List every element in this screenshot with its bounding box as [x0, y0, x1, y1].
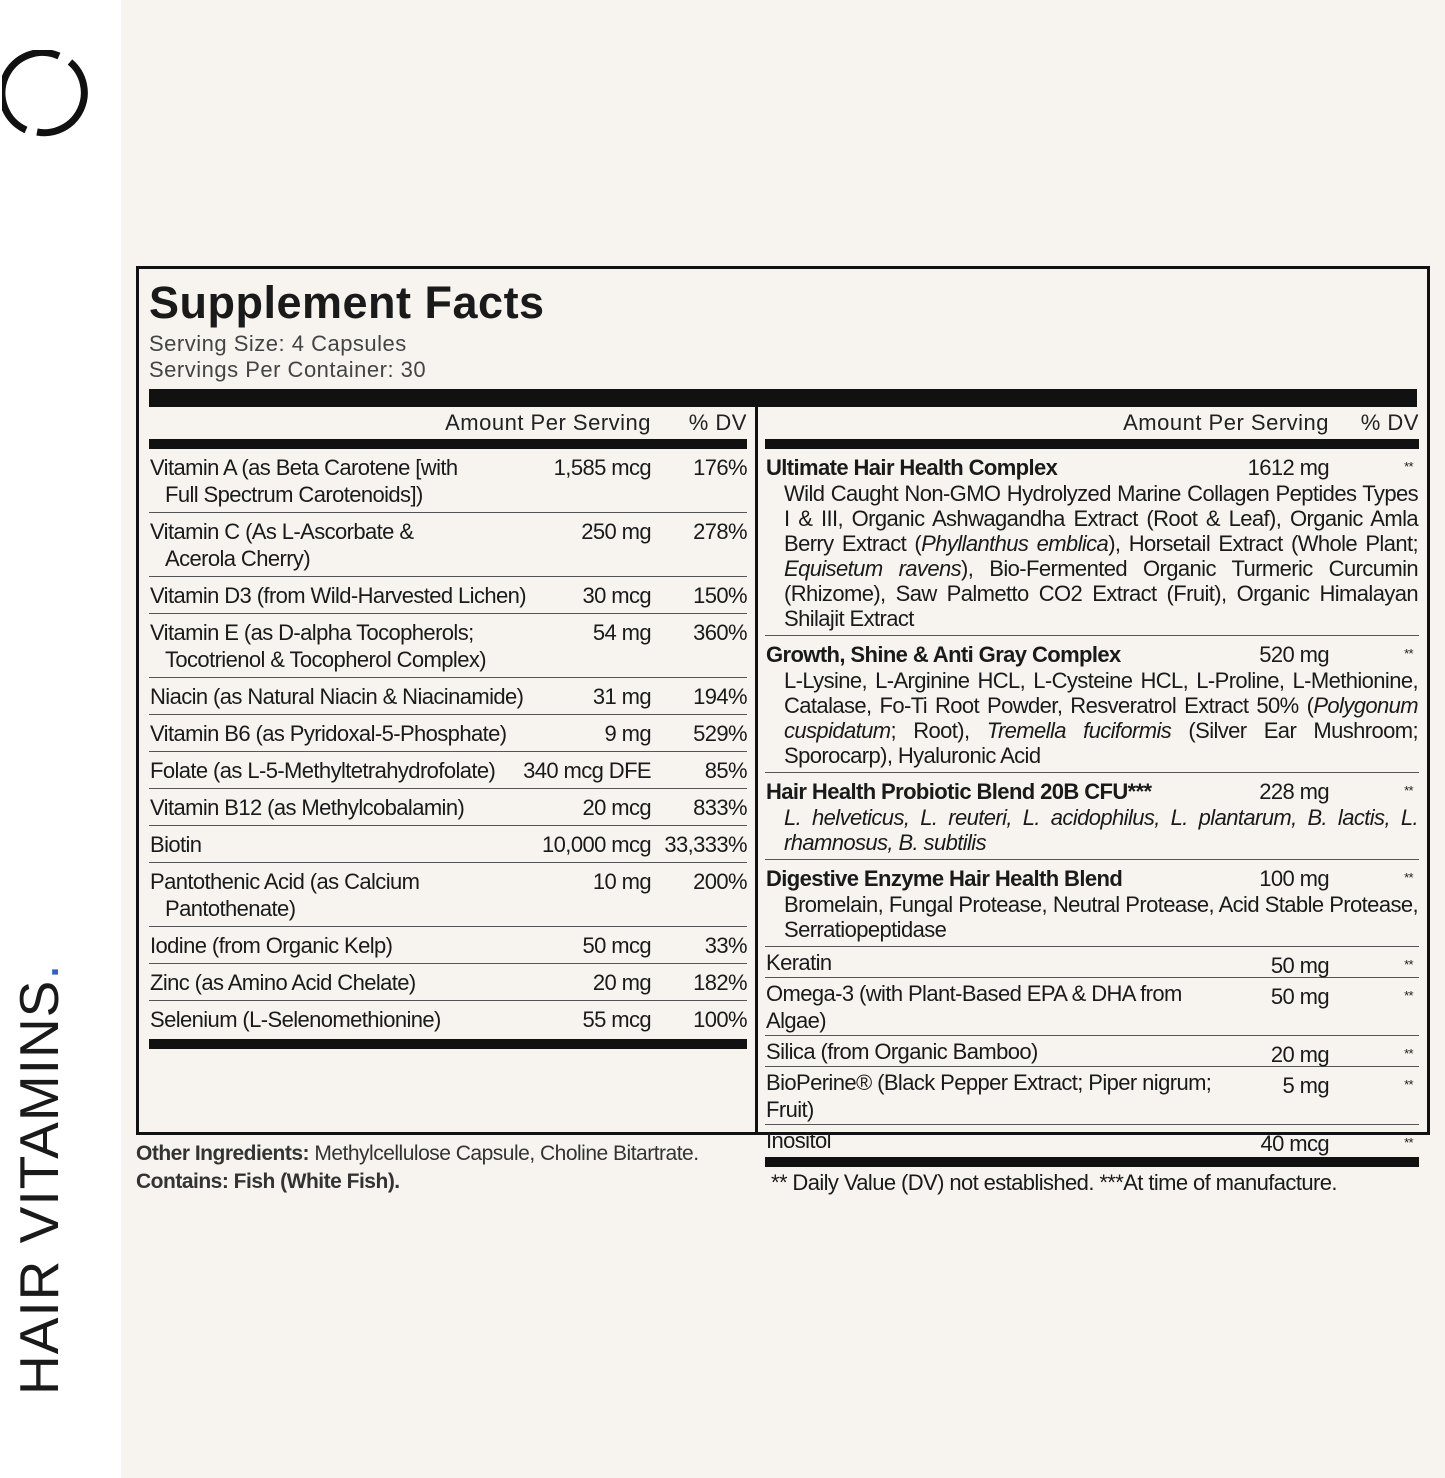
nutrient-name: Vitamin D3 (from Wild-Harvested Lichen) — [150, 583, 526, 608]
description-segment: ), Horsetail Extract (Whole Plant; — [1108, 531, 1419, 556]
nutrient-amount: 1,585 mcg — [553, 455, 651, 480]
ingredient-name: Digestive Enzyme Hair Health Blend — [766, 866, 1123, 891]
ingredient-name: Silica (from Organic Bamboo) — [766, 1039, 1038, 1064]
amount-header: Amount Per Serving — [1123, 410, 1329, 435]
ingredient-description — [766, 805, 1418, 855]
panel-title: Supplement Facts — [149, 277, 545, 328]
dv-header: % DV — [1360, 410, 1419, 435]
nutrient-name: Folate (as L-5-Methyltetrahydrofolate) — [150, 758, 496, 783]
description-segment: Tremella fuciformis — [986, 718, 1172, 743]
nutrient-row — [149, 614, 747, 678]
ingredient-amount: 40 mcg — [1260, 1131, 1329, 1156]
nutrient-row — [149, 1001, 747, 1037]
nutrient-dv: 529% — [693, 721, 747, 746]
nutrient-amount: 340 mcg DFE — [523, 758, 651, 783]
ingredient-name: Growth, Shine & Anti Gray Complex — [766, 642, 1121, 667]
nutrient-name-cont: Tocotrienol & Tocopherol Complex) — [165, 647, 486, 672]
description-segment: ; Root), — [890, 718, 987, 743]
serving-size: Serving Size: 4 Capsules — [149, 331, 407, 356]
ingredient-dv: ** — [1404, 870, 1413, 885]
other-ingredients — [136, 1140, 699, 1196]
nutrient-dv: 33,333% — [664, 832, 747, 857]
nutrient-name: Pantothenic Acid (as Calcium — [150, 869, 420, 894]
ingredient-dv: ** — [1404, 783, 1413, 798]
nutrient-amount: 50 mcg — [582, 933, 651, 958]
nutrient-row — [149, 752, 747, 789]
description-segment: (Silver Ear Mushroom; Sporocarp), Hyaluronic Acid — [784, 718, 1418, 768]
nutrient-dv: 360% — [693, 620, 747, 645]
ingredient-amount: 520 mg — [1259, 642, 1329, 667]
nutrient-amount: 20 mg — [592, 970, 651, 995]
nutrient-dv: 200% — [693, 869, 747, 894]
ingredient-row — [765, 449, 1419, 636]
ingredient-dv: ** — [1404, 459, 1413, 474]
ingredient-description — [766, 892, 1418, 942]
nutrient-name: Niacin (as Natural Niacin & Niacinamide) — [150, 684, 524, 709]
nutrient-row — [149, 826, 747, 863]
brand-dot: . — [8, 963, 70, 980]
ingredient-row — [765, 947, 1419, 978]
ingredient-row — [765, 773, 1419, 860]
nutrient-dv: 100% — [693, 1007, 747, 1032]
nutrient-row — [149, 577, 747, 614]
thick-divider — [149, 439, 747, 449]
description-segment: Polygonum cuspidatum — [784, 693, 1418, 743]
ingredient-amount: 1612 mg — [1247, 455, 1329, 480]
ingredient-amount: 50 mg — [1270, 984, 1329, 1009]
column-divider — [755, 407, 758, 1132]
nutrient-name: Vitamin B6 (as Pyridoxal-5-Phosphate) — [150, 721, 507, 746]
nutrient-amount: 9 mg — [604, 721, 651, 746]
nutrient-name: Vitamin B12 (as Methylcobalamin) — [150, 795, 465, 820]
ingredient-amount: 50 mg — [1270, 953, 1329, 978]
nutrient-amount: 20 mcg — [582, 795, 651, 820]
nutrient-dv: 33% — [704, 933, 747, 958]
ingredient-dv: ** — [1404, 988, 1413, 1003]
ingredient-row — [765, 636, 1419, 773]
ingredient-dv: ** — [1404, 1077, 1413, 1092]
brand-name: HAIR VITAMINS — [8, 979, 70, 1395]
brand-vertical-text — [8, 963, 70, 1395]
nutrient-name: Vitamin E (as D-alpha Tocopherols; — [150, 620, 474, 645]
ingredient-name: Keratin — [766, 950, 832, 975]
description-segment: Equisetum ravens — [784, 556, 962, 581]
nutrient-name: Vitamin A (as Beta Carotene [with — [150, 455, 458, 480]
ingredient-row — [765, 978, 1419, 1036]
nutrient-row — [149, 715, 747, 752]
thick-divider — [765, 439, 1419, 449]
nutrient-name-cont: Acerola Cherry) — [165, 546, 311, 571]
allergen-statement: Contains: Fish (White Fish). — [136, 1170, 400, 1193]
ingredient-name: Ultimate Hair Health Complex — [766, 455, 1058, 480]
description-segment: Bromelain, Fungal Protease, Neutral Protease, Acid Stable Protease, Serratiopeptidase — [784, 892, 1418, 942]
ingredient-name: BioPerine® (Black Pepper Extract; Piper nigrum; Fruit) — [766, 1070, 1212, 1122]
nutrient-row — [149, 927, 747, 964]
nutrient-amount: 30 mcg — [582, 583, 651, 608]
nutrient-dv: 176% — [693, 455, 747, 480]
nutrient-name: Zinc (as Amino Acid Chelate) — [150, 970, 416, 995]
nutrient-dv: 85% — [704, 758, 747, 783]
left-column — [149, 407, 747, 1049]
ingredient-name: Omega-3 (with Plant-Based EPA & DHA from Algae) — [766, 981, 1182, 1033]
nutrient-name: Vitamin C (As L-Ascorbate & — [150, 519, 414, 544]
description-segment: ), Bio-Fermented Organic Turmeric Curcumin (Rhizome), Saw Palmetto CO2 Extract (Fruit), Organic Himalayan Shilajit Extract — [784, 556, 1418, 631]
ingredient-name: Inositol — [766, 1128, 831, 1153]
nutrient-amount: 10,000 mcg — [542, 832, 651, 857]
ingredient-row — [765, 1125, 1419, 1155]
nutrient-dv: 150% — [693, 583, 747, 608]
ingredient-description — [766, 668, 1418, 768]
description-segment: Wild Caught Non-GMO Hydrolyzed Marine Collagen Peptides Types I & III, Organic Ashwagandha Extract (Root & Leaf), Organic Amla Berry Extract ( — [784, 481, 1418, 556]
other-ingredients-label: Other Ingredients: — [136, 1142, 310, 1165]
nutrient-row — [149, 964, 747, 1001]
dv-header: % DV — [688, 410, 747, 435]
thick-divider — [765, 1157, 1419, 1167]
amount-header: Amount Per Serving — [445, 410, 651, 435]
ingredient-description — [766, 481, 1418, 631]
nutrient-name: Selenium (L-Selenomethionine) — [150, 1007, 441, 1032]
ingredient-row — [765, 1036, 1419, 1067]
description-segment: L-Lysine, L-Arginine HCL, L-Cysteine HCL, L-Proline, L-Methionine, Catalase, Fo-Ti Root Powder, Resveratrol Extract 50% ( — [784, 668, 1418, 718]
nutrient-dv: 182% — [693, 970, 747, 995]
left-strip — [0, 0, 121, 1478]
nutrient-row — [149, 789, 747, 826]
nutrient-name-cont: Full Spectrum Carotenoids]) — [165, 482, 423, 507]
column-header — [149, 407, 747, 439]
thick-divider — [149, 389, 1417, 407]
footnote: ** Daily Value (DV) not established. ***At time of manufacture. — [771, 1170, 1337, 1195]
ingredient-amount: 228 mg — [1259, 779, 1329, 804]
nutrient-amount: 31 mg — [592, 684, 651, 709]
column-header — [765, 407, 1419, 439]
ingredient-dv: ** — [1404, 1046, 1413, 1061]
nutrient-amount: 250 mg — [581, 519, 651, 544]
ingredient-name: Hair Health Probiotic Blend 20B CFU*** — [766, 779, 1152, 804]
ingredient-dv: ** — [1404, 646, 1413, 661]
nutrient-dv: 194% — [693, 684, 747, 709]
nutrient-row — [149, 863, 747, 927]
nutrient-name: Biotin — [150, 832, 202, 857]
right-column — [765, 407, 1419, 1199]
nutrient-row — [149, 513, 747, 577]
ingredient-row — [765, 1067, 1419, 1125]
ingredient-amount: 20 mg — [1270, 1042, 1329, 1067]
nutrient-row — [149, 449, 747, 513]
nutrient-amount: 54 mg — [592, 620, 651, 645]
description-segment: Phyllanthus emblica — [921, 531, 1109, 556]
nutrient-amount: 10 mg — [592, 869, 651, 894]
ingredient-row — [765, 860, 1419, 947]
nutrient-name-cont: Pantothenate) — [165, 896, 296, 921]
nutrient-dv: 833% — [693, 795, 747, 820]
nutrient-name: Iodine (from Organic Kelp) — [150, 933, 393, 958]
nutrient-amount: 55 mcg — [582, 1007, 651, 1032]
ingredient-dv: ** — [1404, 1135, 1413, 1150]
description-segment: L. helveticus, L. reuteri, L. acidophilus, L. plantarum, B. lactis, L. rhamnosus, B. subtilis — [784, 805, 1418, 855]
nutrient-dv: 278% — [693, 519, 747, 544]
nutrient-row — [149, 678, 747, 715]
ingredient-amount: 100 mg — [1259, 866, 1329, 891]
servings-per-container: Servings Per Container: 30 — [149, 357, 427, 382]
other-ingredients-value: Methylcellulose Capsule, Choline Bitartrate. — [309, 1142, 699, 1165]
ingredient-amount: 5 mg — [1282, 1073, 1329, 1098]
ingredient-dv: ** — [1404, 957, 1413, 972]
thick-divider — [149, 1039, 747, 1049]
circle-logo-icon — [2, 50, 90, 138]
